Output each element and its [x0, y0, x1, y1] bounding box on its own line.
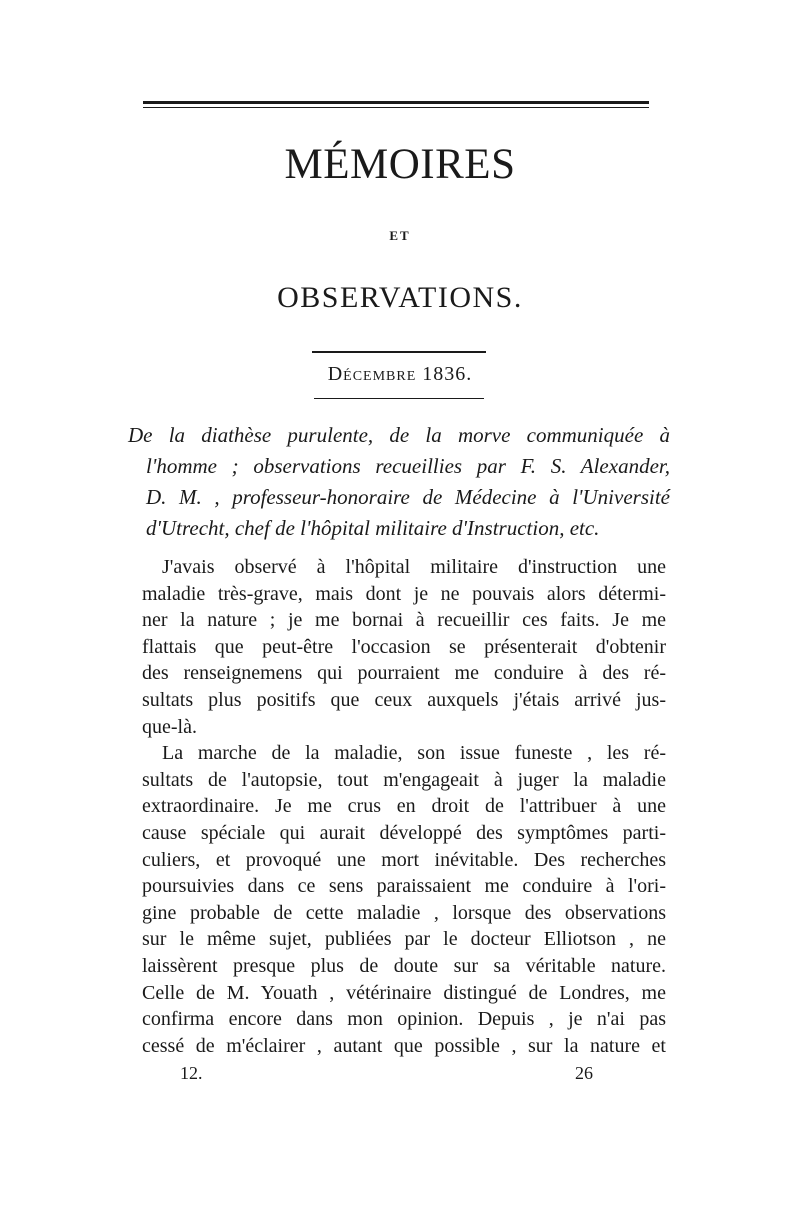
heading-memoires: MÉMOIRES [284, 141, 516, 188]
body-line: flattais que peut-être l'occasion se présenterait d'obtenir [142, 635, 666, 658]
body-line: Celle de M. Youath , vétérinaire distingué de Londres, me [142, 981, 666, 1004]
body-line: J'avais observé à l'hôpital militaire d'instruction une [162, 556, 666, 578]
date-rule-bottom [314, 398, 484, 399]
signature-mark: 12. [180, 1063, 203, 1083]
body-line: que-là. [142, 715, 197, 738]
article-abstract [128, 420, 670, 544]
body-line: sur le même sujet, publiées par le docteur Elliotson , ne [142, 928, 666, 951]
body-line: cessé de m'éclairer , autant que possible , sur la nature et [142, 1034, 666, 1057]
body-line: confirma encore dans mon opinion. Depuis , je n'ai pas [142, 1008, 666, 1031]
body-line: extraordinaire. Je me crus en droit de l'attribuer à une [142, 795, 666, 818]
abstract-line: De la diathèse purulente, de la morve communiquée à [128, 423, 670, 447]
body-line: ner la nature ; je me bornai à recueillir ces faits. Je me [142, 609, 666, 632]
heading-et: ET [389, 228, 411, 243]
body-line: culiers, et provoqué une mort inévitable. Des recherches [142, 848, 666, 871]
top-double-rule [143, 101, 649, 108]
abstract-line: l'homme ; observations recueillies par F. S. Alexander, [146, 454, 670, 478]
body-line: des renseignemens qui pourraient me conduire à des ré- [142, 662, 666, 685]
body-line: laissèrent presque plus de doute sur sa véritable nature. [142, 954, 666, 977]
body-line: gine probable de cette maladie , lorsque des observations [142, 901, 666, 924]
body-line: poursuivies dans ce sens paraissaient me conduire à l'ori- [142, 875, 666, 898]
abstract-line: d'Utrecht, chef de l'hôpital militaire d'Instruction, etc. [146, 516, 600, 540]
body-line: maladie très-grave, mais dont je ne pouvais alors détermi- [142, 582, 666, 605]
body-line: sultats plus positifs que ceux auxquels j'étais arrivé jus- [142, 688, 666, 711]
date-rule-top [312, 351, 486, 353]
abstract-line: D. M. , professeur-honoraire de Médecine à l'Université [146, 485, 670, 509]
body-line: cause spéciale qui aurait développé des symptômes parti- [142, 821, 666, 844]
heading-observations: OBSERVATIONS. [277, 281, 523, 314]
page-number: 26 [575, 1063, 593, 1083]
body-line: sultats de l'autopsie, tout m'engageait à juger la maladie [142, 768, 666, 791]
date-line: Décembre 1836. [327, 363, 473, 385]
article-body [142, 554, 666, 1059]
body-line: La marche de la maladie, son issue funeste , les ré- [162, 742, 666, 765]
